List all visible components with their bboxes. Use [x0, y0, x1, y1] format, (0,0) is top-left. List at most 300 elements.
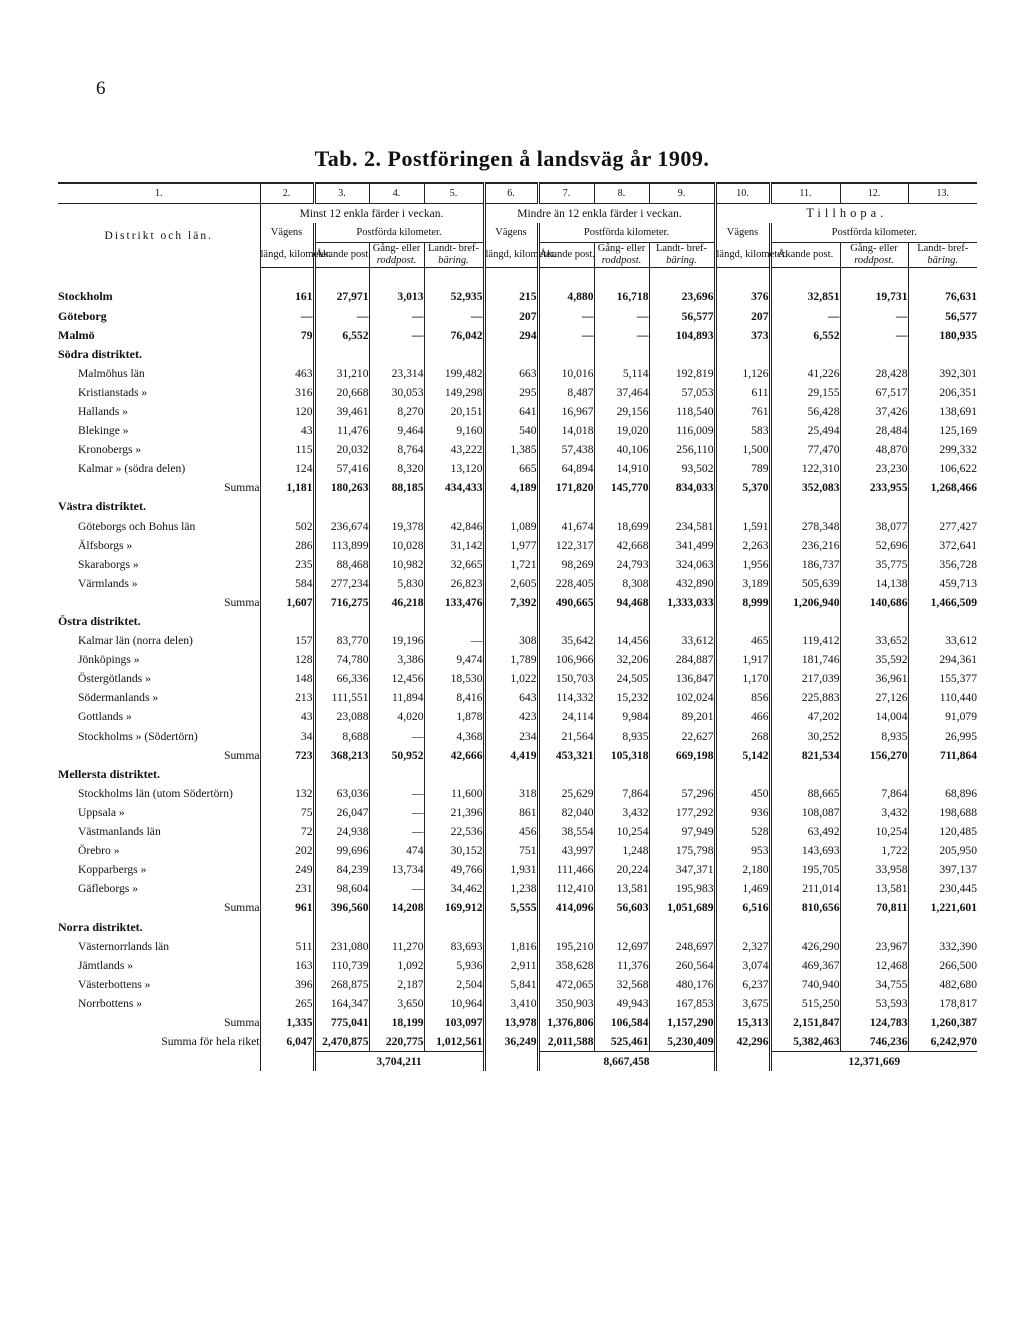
summa-value: 1,268,466	[930, 481, 977, 495]
table-row	[58, 841, 977, 860]
summa-value: 8,999	[715, 593, 770, 612]
section-title: Södra distriktet.	[58, 345, 260, 364]
value-cell: 5,114	[594, 364, 649, 383]
summa-value: 88,185	[369, 478, 424, 497]
value-cell: 643	[484, 688, 538, 707]
value-cell: 57,296	[649, 784, 715, 803]
value-cell: 225,883	[770, 688, 840, 707]
value-cell: 1,126	[715, 364, 770, 383]
rowing-post-text: roddpost.	[376, 255, 417, 267]
value-cell: 2,911	[484, 956, 538, 975]
empty-cell	[484, 765, 538, 784]
value-cell: 260,564	[649, 956, 715, 975]
value-cell: 106,622	[939, 462, 977, 476]
value-cell: 1,092	[369, 956, 424, 975]
row-label: Uppsala »	[58, 803, 260, 822]
summa-value: 1,607	[260, 593, 314, 612]
grand-total-value: 42,296	[715, 1032, 770, 1052]
summa-value: 171,820	[538, 478, 594, 497]
value-cell: 125,169	[939, 424, 977, 438]
value-cell: —	[424, 631, 484, 650]
value-cell: 376	[715, 287, 770, 306]
value-cell: 5,830	[369, 574, 424, 593]
value-cell: 38,554	[538, 822, 594, 841]
post-km-header: Postförda kilometer.	[770, 223, 977, 243]
value-cell: 112,410	[538, 879, 594, 898]
value-cell: 213	[260, 688, 314, 707]
spacer-cell	[594, 268, 649, 288]
value-cell: 332,390	[939, 939, 977, 953]
value-cell: 228,405	[538, 574, 594, 593]
empty-cell	[908, 917, 977, 936]
value-cell: 511	[260, 937, 314, 956]
value-cell: 18,530	[424, 669, 484, 688]
empty-cell	[424, 612, 484, 631]
value-cell: 9,474	[424, 650, 484, 669]
section-title: Västra distriktet.	[58, 497, 260, 516]
value-cell: 43	[260, 421, 314, 440]
empty-cell	[314, 917, 369, 936]
value-cell: 1,022	[484, 669, 538, 688]
value-cell: 423	[484, 707, 538, 726]
empty-cell	[715, 612, 770, 631]
value-cell: 248,697	[649, 937, 715, 956]
value-cell: 14,456	[594, 631, 649, 650]
value-cell: 102,024	[649, 688, 715, 707]
summa-label: Summa	[58, 593, 260, 612]
value-cell: 30,053	[369, 383, 424, 402]
summa-value: 1,181	[260, 478, 314, 497]
summa-value: 1,051,689	[649, 898, 715, 917]
value-cell: 23,230	[840, 459, 908, 478]
column-number-row	[58, 183, 977, 204]
summa-value: 368,213	[314, 746, 369, 765]
row-label: Västerbottens »	[58, 975, 260, 994]
value-cell: 2,263	[715, 536, 770, 555]
grand-total-value: 746,236	[840, 1032, 908, 1052]
grand-total-value: 220,775	[369, 1032, 424, 1052]
summa-value: 396,560	[314, 898, 369, 917]
empty-cell	[840, 765, 908, 784]
value-cell: 6,552	[314, 326, 369, 345]
value-cell: 789	[715, 459, 770, 478]
value-cell: 88,468	[314, 555, 369, 574]
value-cell: 12,468	[840, 956, 908, 975]
value-cell: 211,014	[770, 879, 840, 898]
row-label: Kalmar » (södra delen)	[58, 459, 260, 478]
value-cell: 10,982	[369, 555, 424, 574]
rural-mail-header	[424, 243, 484, 268]
value-cell: 13,581	[594, 879, 649, 898]
grand-total-value: 5,230,409	[649, 1032, 715, 1052]
empty-cell	[840, 345, 908, 364]
value-cell: 1,878	[424, 707, 484, 726]
postal-table-wrapper	[58, 182, 977, 1071]
empty-cell	[260, 612, 314, 631]
value-cell: 202	[260, 841, 314, 860]
spacer-cell	[314, 268, 369, 288]
postal-table	[58, 182, 977, 1071]
empty-cell	[369, 612, 424, 631]
value-cell: 24,938	[314, 822, 369, 841]
value-cell: 41,226	[770, 364, 840, 383]
row-label: Stockholms » (Södertörn)	[58, 727, 260, 746]
value-cell: 8,416	[424, 688, 484, 707]
value-cell: 47,202	[770, 707, 840, 726]
value-cell: 372,641	[939, 538, 977, 552]
rowing-post-text: roddpost.	[601, 255, 642, 267]
summa-value: 5,555	[484, 898, 538, 917]
summa-value: 94,468	[594, 593, 649, 612]
page-number: 6	[96, 78, 106, 99]
value-cell: 8,270	[369, 402, 424, 421]
summa-value: 133,476	[424, 593, 484, 612]
summa-value: 15,313	[715, 1013, 770, 1032]
spacer-cell	[840, 268, 908, 288]
empty-cell	[538, 612, 594, 631]
summa-value: 1,206,940	[770, 593, 840, 612]
empty-cell	[594, 497, 649, 516]
value-cell: 43	[260, 707, 314, 726]
value-cell: 199,482	[424, 364, 484, 383]
value-cell: 480,176	[649, 975, 715, 994]
grand-total-value: 6,242,970	[930, 1035, 977, 1049]
value-cell: 31,210	[314, 364, 369, 383]
spacer-cell	[538, 268, 594, 288]
empty-cell	[908, 345, 977, 364]
value-cell: 57,438	[538, 440, 594, 459]
row-label: Hallands »	[58, 402, 260, 421]
row-label: Jönköpings »	[58, 650, 260, 669]
value-cell: 13,120	[424, 459, 484, 478]
value-cell: 120,485	[939, 825, 977, 839]
combined-total-row	[58, 1052, 977, 1072]
empty-cell	[908, 497, 977, 516]
summa-label: Summa	[58, 746, 260, 765]
value-cell: 72	[260, 822, 314, 841]
value-cell: 1,469	[715, 879, 770, 898]
empty-cell	[538, 497, 594, 516]
row-label: Norrbottens »	[58, 994, 260, 1013]
value-cell: 2,180	[715, 860, 770, 879]
table-row	[58, 860, 977, 879]
grand-total-value: 6,047	[260, 1032, 314, 1052]
value-cell: 277,427	[939, 519, 977, 533]
summa-row	[58, 746, 977, 765]
value-cell: 256,110	[649, 440, 715, 459]
grand-total-value: 36,249	[484, 1032, 538, 1052]
value-cell: 34,462	[424, 879, 484, 898]
value-cell: 318	[484, 784, 538, 803]
value-cell: 3,074	[715, 956, 770, 975]
value-cell: 19,196	[369, 631, 424, 650]
value-cell: 21,396	[424, 803, 484, 822]
value-cell: 26,047	[314, 803, 369, 822]
value-cell: 1,931	[484, 860, 538, 879]
table-row	[58, 306, 977, 325]
value-cell: 37,464	[594, 383, 649, 402]
value-cell: 99,696	[314, 841, 369, 860]
baring-text: bäring.	[666, 255, 697, 267]
group-header-less12: Mindre än 12 enkla färder i veckan.	[484, 204, 715, 224]
value-cell: 9,984	[594, 707, 649, 726]
table-row	[58, 555, 977, 574]
carriage-post-header: Åkande post.	[538, 243, 594, 268]
row-label: Stockholm	[58, 287, 260, 306]
value-cell: 515,250	[770, 994, 840, 1013]
empty-cell	[715, 1052, 770, 1072]
table-row	[58, 822, 977, 841]
value-cell: 20,224	[594, 860, 649, 879]
col-number: 8.	[594, 183, 649, 204]
value-cell: 663	[484, 364, 538, 383]
value-cell: 76,631	[945, 290, 977, 304]
value-cell: 16,967	[538, 402, 594, 421]
value-cell: 9,464	[369, 421, 424, 440]
value-cell: 1,238	[484, 879, 538, 898]
value-cell: 1,721	[484, 555, 538, 574]
value-cell: 116,009	[649, 421, 715, 440]
empty-cell	[260, 1052, 314, 1072]
empty-cell	[840, 497, 908, 516]
value-cell: 195,705	[770, 860, 840, 879]
summa-value: 1,335	[260, 1013, 314, 1032]
value-cell: 10,028	[369, 536, 424, 555]
row-label: Kronobergs »	[58, 440, 260, 459]
value-cell: 356,728	[939, 557, 977, 571]
value-cell: 474	[369, 841, 424, 860]
summa-row	[58, 1013, 977, 1032]
table-row	[58, 707, 977, 726]
section-title-row	[58, 917, 977, 936]
table-row	[58, 727, 977, 746]
value-cell: 861	[484, 803, 538, 822]
value-cell: 10,254	[840, 822, 908, 841]
value-cell: 14,138	[840, 574, 908, 593]
col-number: 1.	[58, 183, 260, 204]
section-title-row	[58, 765, 977, 784]
value-cell: 64,894	[538, 459, 594, 478]
value-cell: 91,079	[945, 710, 977, 724]
value-cell: 350,903	[538, 994, 594, 1013]
value-cell: 3,432	[840, 803, 908, 822]
table-row	[58, 669, 977, 688]
value-cell: 236,216	[770, 536, 840, 555]
value-cell: 22,536	[424, 822, 484, 841]
road-length-unit: längd, kilometer.	[260, 243, 314, 268]
empty-cell	[840, 612, 908, 631]
empty-cell	[594, 612, 649, 631]
value-cell: —	[369, 803, 424, 822]
spacer-cell	[424, 268, 484, 288]
value-cell: 33,612	[945, 634, 977, 648]
empty-cell	[314, 345, 369, 364]
value-cell: 77,470	[770, 440, 840, 459]
value-cell: 4,020	[369, 707, 424, 726]
spacer-cell	[770, 268, 840, 288]
value-cell: 18,699	[594, 517, 649, 536]
value-cell: 52,935	[424, 287, 484, 306]
value-cell: 236,674	[314, 517, 369, 536]
value-cell: 856	[715, 688, 770, 707]
table-row	[58, 574, 977, 593]
summa-value: 13,978	[484, 1013, 538, 1032]
value-cell: 358,628	[538, 956, 594, 975]
value-cell: 110,440	[939, 691, 977, 705]
summa-value: 4,189	[484, 478, 538, 497]
row-label: Stockholms län (utom Södertörn)	[58, 784, 260, 803]
value-cell: 23,967	[840, 937, 908, 956]
summa-value: 46,218	[369, 593, 424, 612]
baring-text: bäring.	[927, 255, 959, 267]
summa-value: 434,433	[424, 478, 484, 497]
col-number: 9.	[649, 183, 715, 204]
empty-cell	[649, 345, 715, 364]
value-cell: 482,680	[939, 977, 977, 991]
value-cell: 953	[715, 841, 770, 860]
value-cell: 611	[715, 383, 770, 402]
summa-value: 42,666	[424, 746, 484, 765]
value-cell: 3,189	[715, 574, 770, 593]
value-cell: 583	[715, 421, 770, 440]
empty-cell	[840, 917, 908, 936]
summa-value: 669,198	[649, 746, 715, 765]
post-km-header: Postförda kilometer.	[538, 223, 715, 243]
value-cell: —	[840, 306, 908, 325]
value-cell: 16,718	[594, 287, 649, 306]
value-cell: 8,308	[594, 574, 649, 593]
value-cell: 150,703	[538, 669, 594, 688]
value-cell: 502	[260, 517, 314, 536]
col-number: 6.	[484, 183, 538, 204]
empty-cell	[715, 345, 770, 364]
value-cell: 13,734	[369, 860, 424, 879]
value-cell: —	[260, 306, 314, 325]
value-cell: 124	[260, 459, 314, 478]
table-title: Tab. 2. Postföringen å landsväg år 1909.	[314, 146, 710, 171]
value-cell: 167,853	[649, 994, 715, 1013]
value-cell: —	[770, 306, 840, 325]
value-cell: 115	[260, 440, 314, 459]
value-cell: 32,568	[594, 975, 649, 994]
value-cell: —	[369, 727, 424, 746]
summa-value: 56,603	[594, 898, 649, 917]
group-header-total: Tillhopa.	[806, 206, 888, 221]
value-cell: 93,502	[649, 459, 715, 478]
value-cell: 161	[260, 287, 314, 306]
value-cell: 5,936	[424, 956, 484, 975]
value-cell: 35,642	[538, 631, 594, 650]
value-cell: 234	[484, 727, 538, 746]
grand-total-row	[58, 1032, 977, 1052]
value-cell: 235	[260, 555, 314, 574]
combined-total: 8,667,458	[538, 1052, 715, 1072]
value-cell: 641	[484, 402, 538, 421]
value-cell: 20,032	[314, 440, 369, 459]
value-cell: 57,053	[649, 383, 715, 402]
value-cell: —	[594, 306, 649, 325]
table-row	[58, 440, 977, 459]
empty-cell	[538, 917, 594, 936]
table-row	[58, 650, 977, 669]
value-cell: 128	[260, 650, 314, 669]
value-cell: 34	[260, 727, 314, 746]
empty-cell	[649, 765, 715, 784]
value-cell: 465	[715, 631, 770, 650]
value-cell: 265	[260, 994, 314, 1013]
table-row	[58, 536, 977, 555]
value-cell: 316	[260, 383, 314, 402]
empty-cell	[424, 765, 484, 784]
empty-cell	[484, 345, 538, 364]
value-cell: 207	[484, 306, 538, 325]
value-cell: 163	[260, 956, 314, 975]
value-cell: 8,688	[314, 727, 369, 746]
rural-mail-text: Landt- bref-	[655, 243, 707, 255]
value-cell: 32,851	[770, 287, 840, 306]
table-row	[58, 326, 977, 345]
value-cell: 740,940	[770, 975, 840, 994]
value-cell: 7,864	[840, 784, 908, 803]
empty-cell	[594, 917, 649, 936]
value-cell: 12,697	[594, 937, 649, 956]
value-cell: 143,693	[770, 841, 840, 860]
value-cell: 181,746	[770, 650, 840, 669]
value-cell: 6,237	[715, 975, 770, 994]
empty-cell	[369, 497, 424, 516]
value-cell: 8,764	[369, 440, 424, 459]
value-cell: 74,780	[314, 650, 369, 669]
value-cell: 33,652	[840, 631, 908, 650]
rural-mail-header	[649, 243, 715, 268]
value-cell: 26,823	[424, 574, 484, 593]
value-cell: 20,668	[314, 383, 369, 402]
rural-mail-text: Landt- bref-	[427, 243, 479, 255]
value-cell: 186,737	[770, 555, 840, 574]
foot-header-text: Gång- eller	[372, 243, 421, 255]
value-cell: 177,292	[649, 803, 715, 822]
empty-cell	[594, 345, 649, 364]
value-cell: 63,036	[314, 784, 369, 803]
value-cell: 286	[260, 536, 314, 555]
value-cell: —	[369, 784, 424, 803]
empty-cell	[484, 917, 538, 936]
table-header	[58, 183, 977, 268]
row-label: Kalmar län (norra delen)	[58, 631, 260, 650]
value-cell: 33,958	[840, 860, 908, 879]
value-cell: 195,210	[538, 937, 594, 956]
combined-total: 12,371,669	[770, 1052, 977, 1072]
value-cell: 24,793	[594, 555, 649, 574]
value-cell: 34,755	[840, 975, 908, 994]
value-cell: 540	[484, 421, 538, 440]
summa-value: 1,221,601	[930, 901, 977, 915]
value-cell: 195,983	[649, 879, 715, 898]
value-cell: 11,476	[314, 421, 369, 440]
summa-value: 18,199	[369, 1013, 424, 1032]
value-cell: 3,650	[369, 994, 424, 1013]
summa-value: 352,083	[770, 478, 840, 497]
value-cell: 119,412	[770, 631, 840, 650]
value-cell: 459,713	[939, 576, 977, 590]
section-title: Norra distriktet.	[58, 917, 260, 936]
empty-cell	[908, 765, 977, 784]
value-cell: 28,428	[840, 364, 908, 383]
value-cell: 396	[260, 975, 314, 994]
value-cell: 53,593	[840, 994, 908, 1013]
value-cell: 6,552	[770, 326, 840, 345]
value-cell: 2,187	[369, 975, 424, 994]
